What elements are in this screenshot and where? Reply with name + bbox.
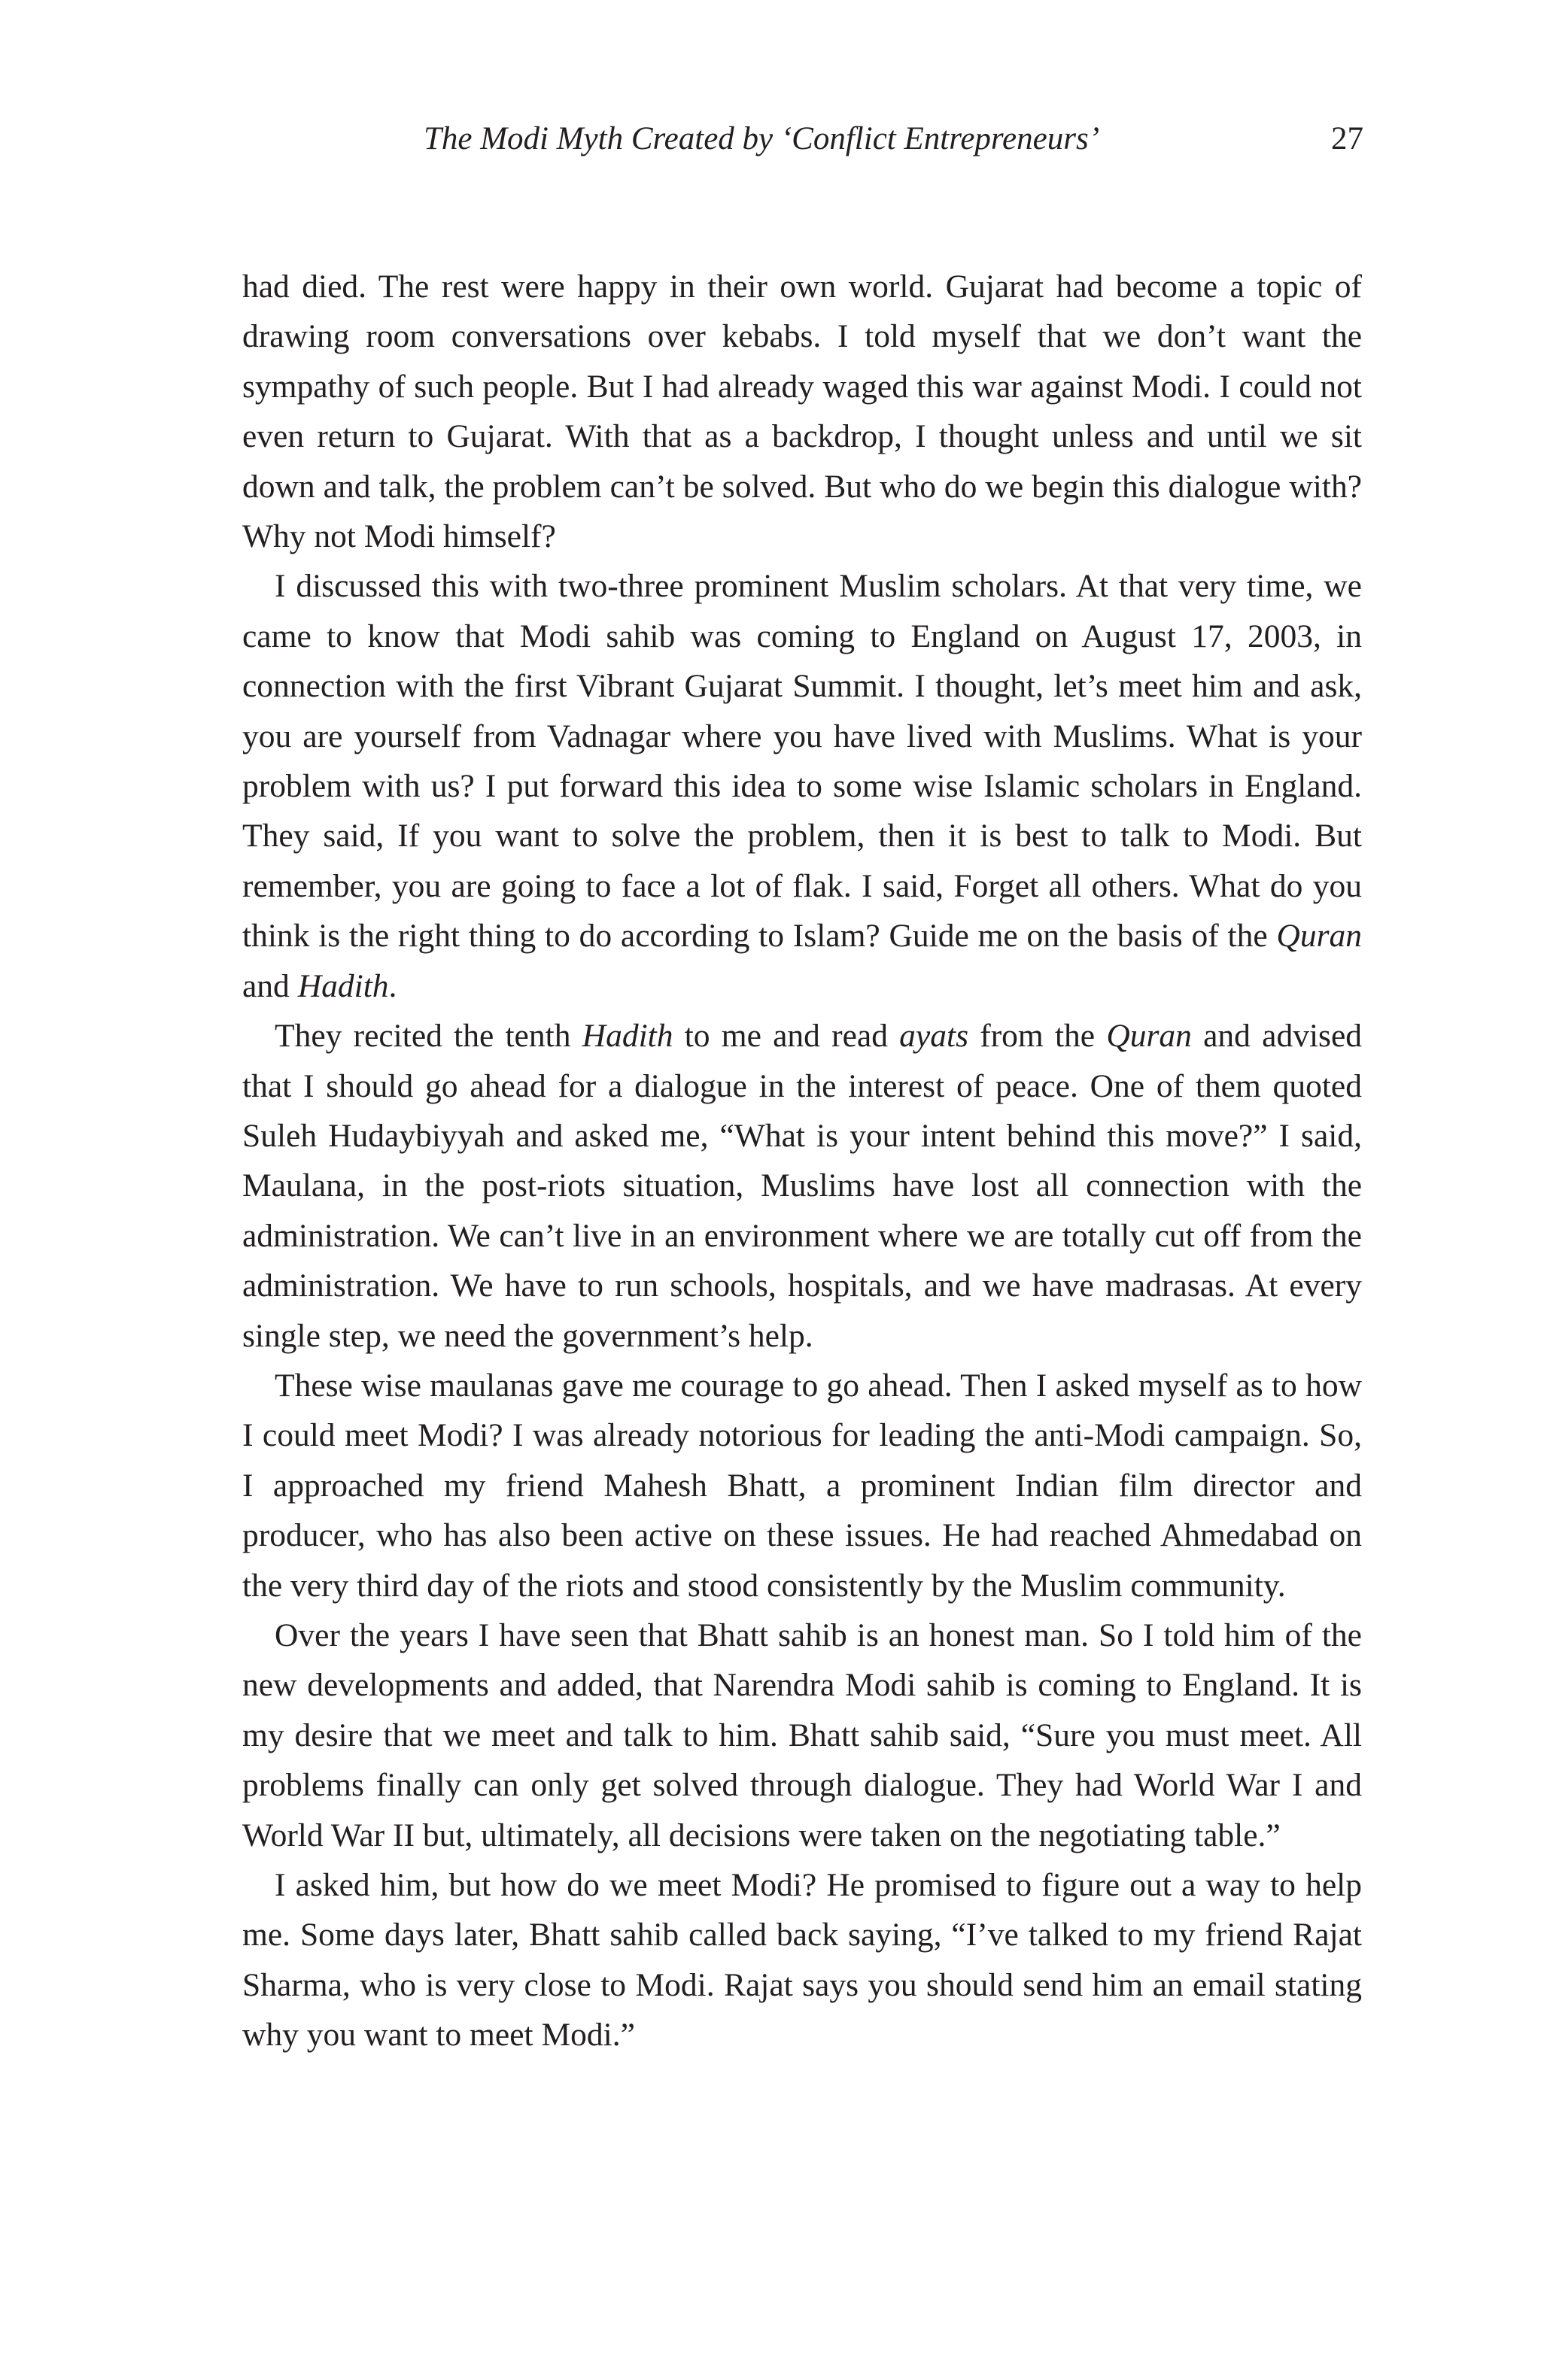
paragraph-2-end: . <box>388 967 397 1004</box>
paragraph-3-text-d: and advised that I should go ahead for a dialogue in the interest of peace. One of them quoted Suleh Hudaybiyyah and asked me, “What is your intent behind this move?” I said, Maulana, in the post-riots situation, Muslims have lost all connection with the administration. We can’t live in an environment where we are totally cut off from the administration. We have to run schools, hospitals, and we have madrasas. At every single step, we need the government’s help. <box>242 1018 1363 1354</box>
paragraph-1: had died. The rest were happy in their own world. Gujarat had become a topic of drawing room conversations over kebabs. I told myself that we don’t want the sympathy of such people. But I had already waged this war against Modi. I could not even return to Gujarat. With that as a backdrop, I thought unless and until we sit down and talk, the problem can’t be solved. But who do we begin this dialogue with? Why not Modi himself? <box>242 269 1362 555</box>
running-title: The Modi Myth Created by ‘Conflict Entrepreneurs’ <box>423 121 1100 156</box>
paragraph-2-text: I discussed this with two-three prominent Muslim scholars. At that very time, we came to know that Modi sahib was coming to England on August 17, 2003, in connection with the first Vibrant Gujarat Summit. I thought, let’s meet him and ask, you are yourself from Vadnagar where you have lived with Muslims. What is your problem with us? I put forward this idea to some wise Islamic scholars in England. They said, If you want to solve the problem, then it is best to talk to Modi. But remember, you are going to face a lot of flak. I said, Forget all others. What do you think is the right thing to do according to Islam? Guide me on the basis of the <box>242 568 1362 955</box>
body-text <box>242 262 1362 2060</box>
paragraph-6: I asked him, but how do we meet Modi? He promised to figure out a way to help me. Some days later, Bhatt sahib called back saying, “I’ve talked to my friend Rajat Sharma, who is very close to Modi. Rajat says you should send him an email stating why you want to meet Modi.” <box>242 1867 1362 2054</box>
term-hadith: Hadith <box>297 967 389 1004</box>
term-hadith: Hadith <box>582 1018 673 1055</box>
term-ayats: ayats <box>899 1018 968 1055</box>
paragraph-4: These wise maulanas gave me courage to go ahead. Then I asked myself as to how I could meet Modi? I was already notorious for leading the anti-Modi campaign. So, I approached my friend Mahesh Bhatt, a prominent Indian film director and producer, who has also been active on these issues. He had reached Ahmedabad on the very third day of the riots and stood consistently by the Muslim community. <box>242 1367 1362 1604</box>
paragraph-2 <box>242 561 1362 1011</box>
term-quran: Quran <box>1276 918 1362 955</box>
term-quran: Quran <box>1106 1018 1192 1055</box>
paragraph-2-joiner: and <box>242 967 298 1004</box>
paragraph-3-text-a: They recited the tenth <box>275 1018 582 1055</box>
paragraph-3-text-c: from the <box>968 1018 1107 1055</box>
paragraph-3 <box>242 1011 1362 1361</box>
paragraph-5: Over the years I have seen that Bhatt sahib is an honest man. So I told him of the new developments and added, that Narendra Modi sahib is coming to England. It is my desire that we meet and talk to him. Bhatt sahib said, “Sure you must meet. All problems finally can only get solved through dialogue. They had World War I and World War II but, ultimately, all decisions were taken on the negotiating table.” <box>242 1617 1362 1853</box>
running-head <box>242 113 1363 165</box>
page-number: 27 <box>1331 121 1363 156</box>
paragraph-3-text-b: to me and read <box>673 1018 900 1055</box>
